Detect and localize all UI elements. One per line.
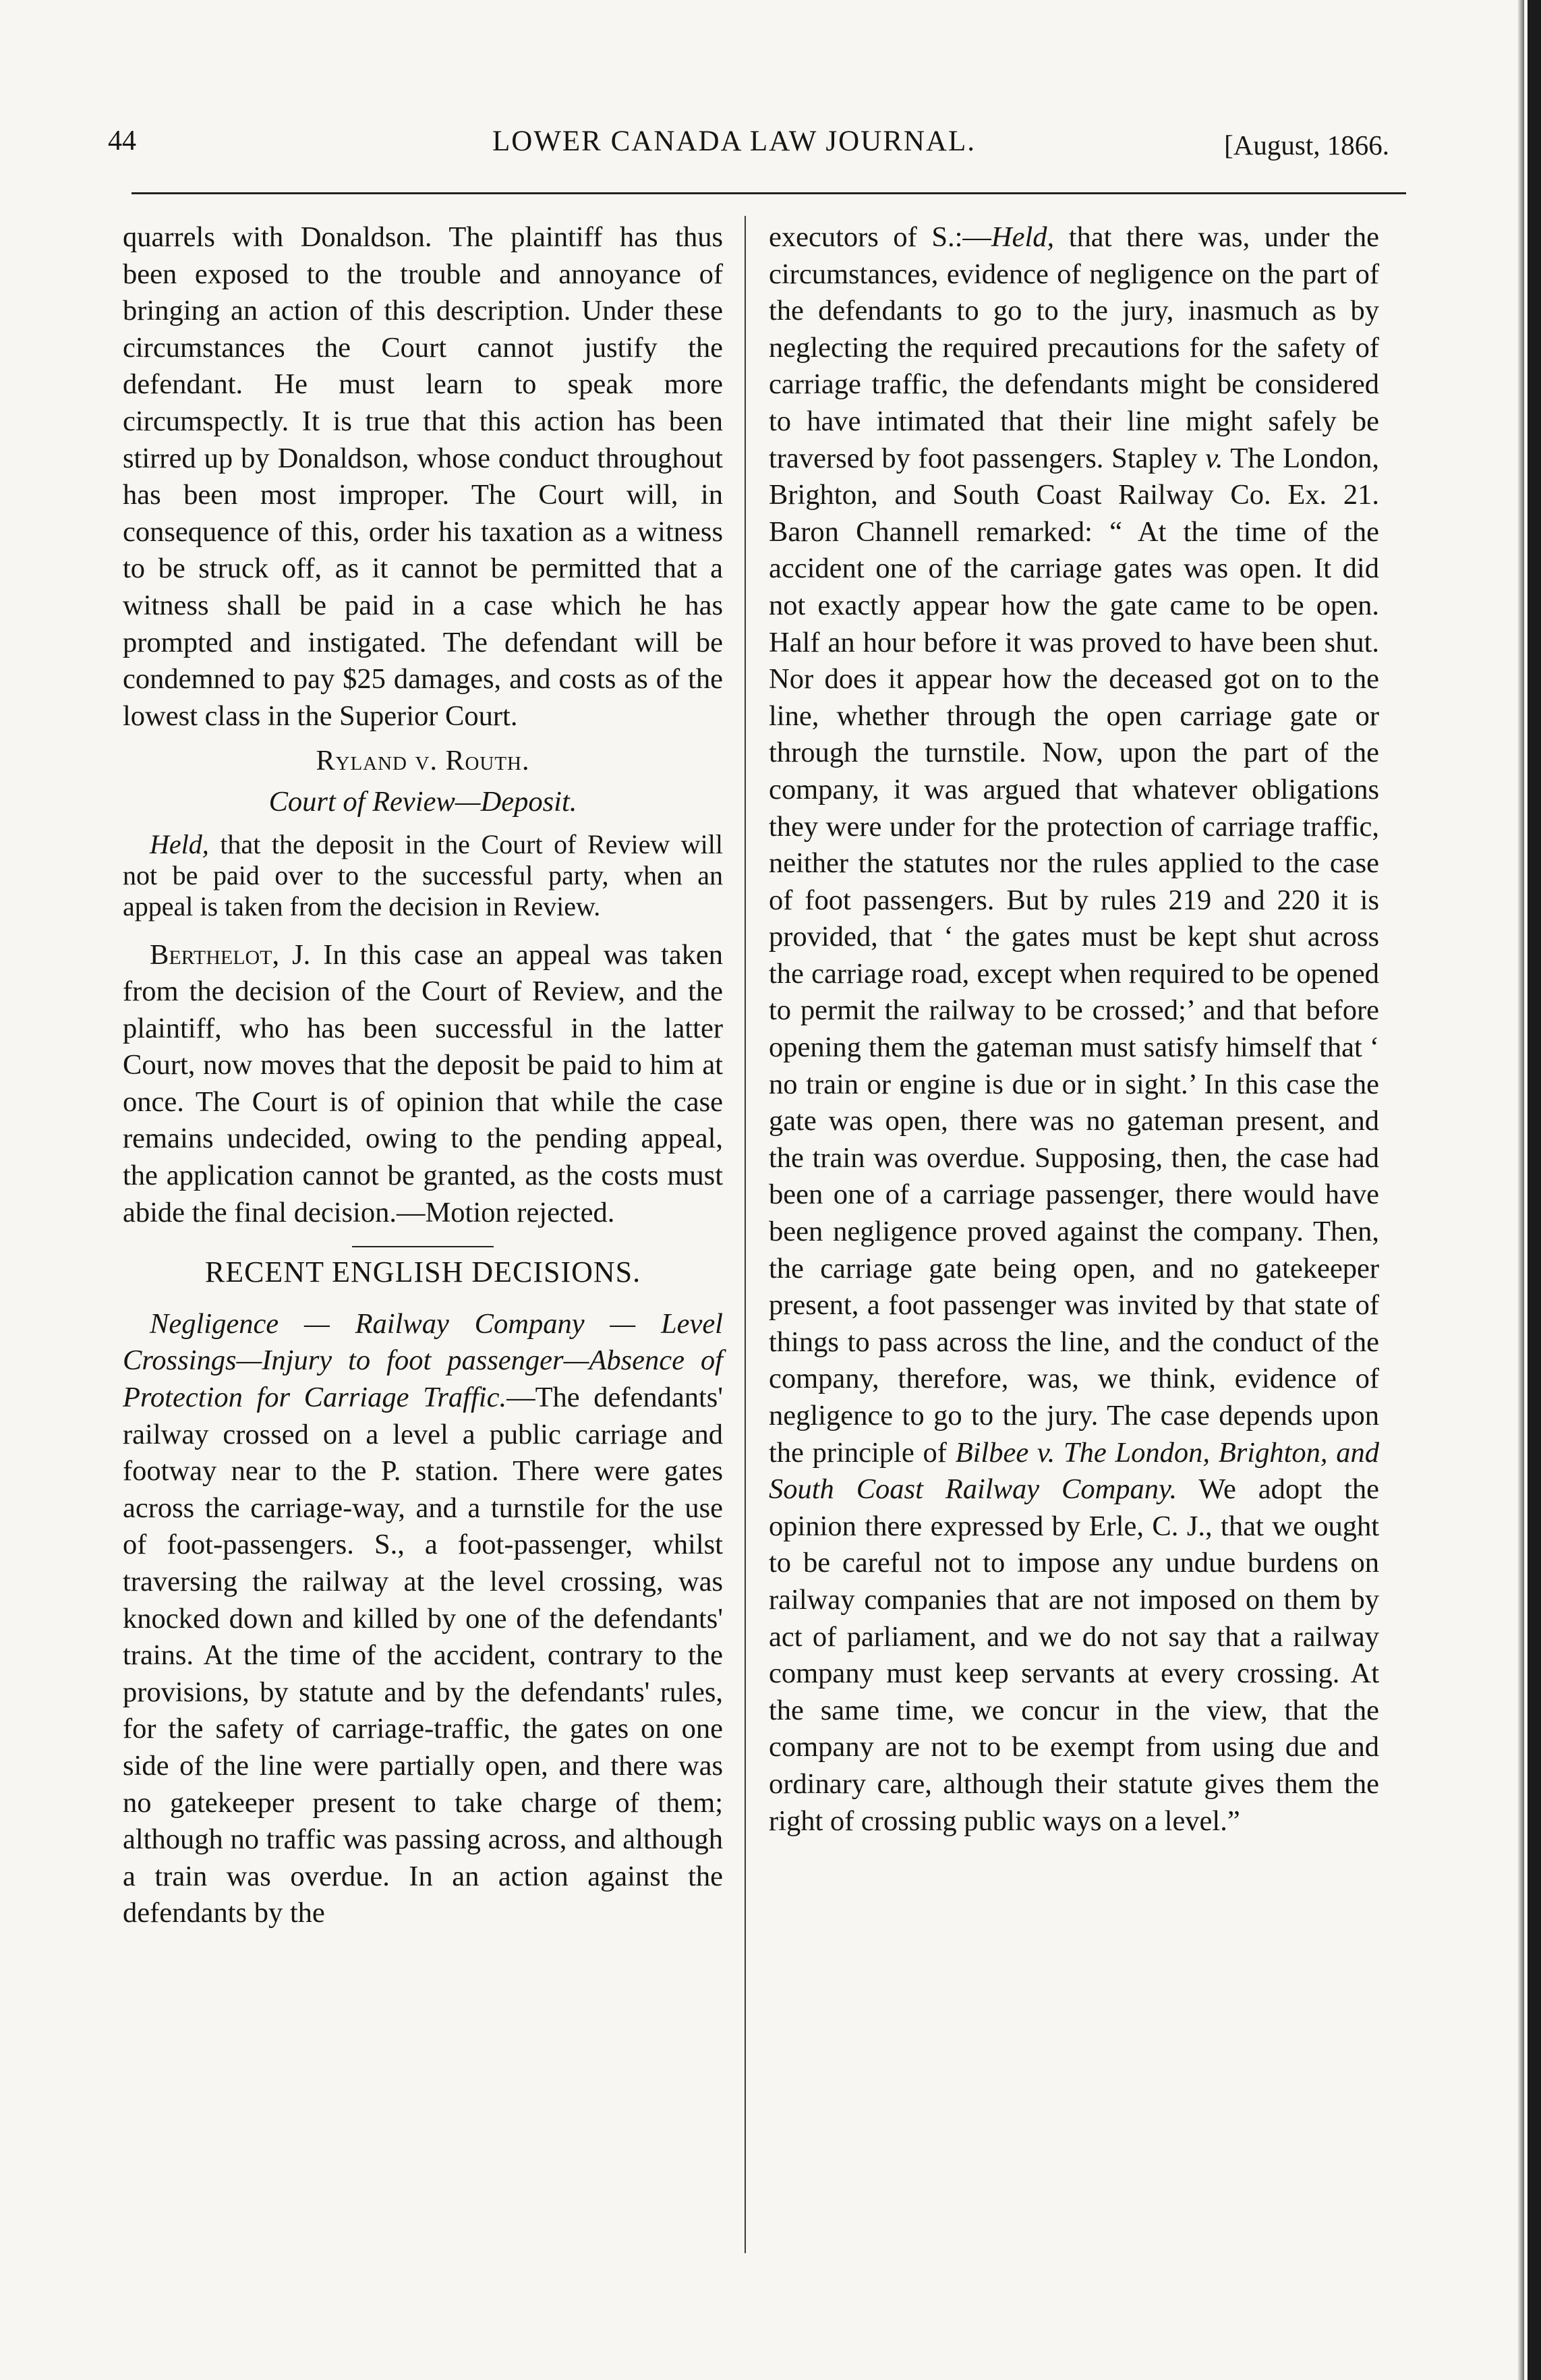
column-divider (745, 216, 746, 2253)
right-held: Held, (991, 221, 1055, 253)
digest-paragraph (123, 1306, 723, 1932)
section-divider (352, 1246, 494, 1247)
right-text-3: The London, Brighton, and South Coast Railway Co. Ex. 21. Baron Channell remarked: “ At the time of the accident one of the carriage gates was open. It did not exactly appear how the gate came to be open. Half an hour before it was proved to have been shut. Nor does it appear how the deceased got on to the line, whether through the open carriage gate or through the turnstile. Now, upon the part of the company, it was argued that whatever obligations they were under for the protection of carriage traffic, neither the statutes nor the rules applied to the case of foot passengers. But by rules 219 and 220 it is provided, that ‘ the gates must be kept shut across the carriage road, except when required to be opened to permit the railway to be crossed;’ and that before opening them the gateman must satisfy himself that ‘ no train or engine is due or in sight.’ In this case the gate was open, there was no gateman present, and the train was overdue. Supposing, then, the case had been one of a carriage passenger, there would have been negligence proved against the company. Then, the carriage gate being open, and no gatekeeper present, a foot passenger was invited by that state of things to pass across the line, and the conduct of the company, therefore, was, we think, evidence of negligence to go to the jury. The case depends upon the principle of (769, 442, 1379, 1469)
page-edge-shadow (1517, 0, 1524, 2380)
right-text-1: executors of S.:— (769, 221, 991, 253)
right-versus: v. (1205, 442, 1223, 474)
issue-date: [August, 1866. (1224, 130, 1389, 161)
continuation-paragraph: quarrels with Donaldson. The plaintiff has thus been exposed to the trouble and annoyance of bringing an action of this description. Under these circumstances the Court cannot justify the defendant. He must learn to speak more circumspectly. It is true that this action has been stirred up by Donaldson, whose conduct throughout has been most improper. The Court will, in consequence of this, order his taxation as a witness to be struck off, as it cannot be permitted that a witness shall be paid in a case which he has prompted and instigated. The defendant will be condemned to pay $25 damages, and costs as of the lowest class in the Superior Court. (123, 221, 723, 732)
judgment-text: In this case an appeal was taken from the decision of the Court of Review, and the plaintiff, who has been successful in the latter Court, now moves that the deposit be paid to him at once. The Court is of opinion that while the case remains undecided, owing to the pending appeal, the application cannot be granted, as the costs must abide the final decision.—Motion rejected. (123, 938, 723, 1228)
right-paragraph (769, 219, 1379, 1840)
headnote-held: Held, (150, 828, 209, 859)
judge-name: Berthelot, J. (150, 938, 311, 971)
headnote (123, 829, 723, 922)
court-line: Court of Review—Deposit. (268, 785, 577, 818)
judgment-paragraph (123, 937, 723, 1232)
right-column (769, 219, 1379, 1840)
case-title: Ryland v. Routh. (316, 745, 530, 777)
left-column (123, 219, 723, 1932)
journal-title: LOWER CANADA LAW JOURNAL. (492, 125, 977, 157)
digest-title: Negligence — Railway Company — Level Crossings—Injury to foot passenger—Absence of Protection for Carriage Traffic. (123, 1307, 723, 1414)
running-header (108, 125, 1389, 172)
page-number: 44 (108, 125, 136, 157)
right-text-4: We adopt the opinion there expressed by Erle, C. J., that we ought to be careful not to impose any undue burdens on railway companies that are not imposed on them by act of parliament, and we do not say that a railway company must keep servants at every crossing. At the same time, we concur in the view, that the company are not to be exempt from using due and ordinary care, although their statute gives them the right of crossing public ways on a level.” (769, 1473, 1379, 1837)
headnote-text: that the deposit in the Court of Review will not be paid over to the successful party, when an appeal is taken from the decision in Review. (123, 828, 723, 922)
header-rule (132, 192, 1406, 194)
right-text-2: that there was, under the circumstances, evidence of negligence on the part of the defendants to go to the jury, inasmuch as by neglecting the required precautions for the safety of carriage traffic, the defendants might be considered to have intimated that their line might safely be traversed by foot passengers. Stapley (769, 221, 1379, 474)
section-heading: RECENT ENGLISH DECISIONS. (204, 1255, 641, 1289)
digest-text: —The defendants' railway crossed on a level a public carriage and footway near to the P. station. There were gates across the carriage-way, and a turnstile for the use of foot-passengers. S., a foot-passenger, whilst traversing the railway at the level crossing, was knocked down and killed by one of the defendants' trains. At the time of the accident, contrary to the provisions, by statute and by the defendants' rules, for the safety of carriage-traffic, the gates on one side of the line were partially open, and there was no gatekeeper present to take charge of them; although no traffic was passing across, and although a train was overdue. In an action against the defendants by the (123, 1382, 724, 1929)
page-edge-binding (1528, 0, 1541, 2380)
right-case-ref: Bilbee v. The London, Brighton, and South Coast Railway Company. (769, 1436, 1379, 1506)
